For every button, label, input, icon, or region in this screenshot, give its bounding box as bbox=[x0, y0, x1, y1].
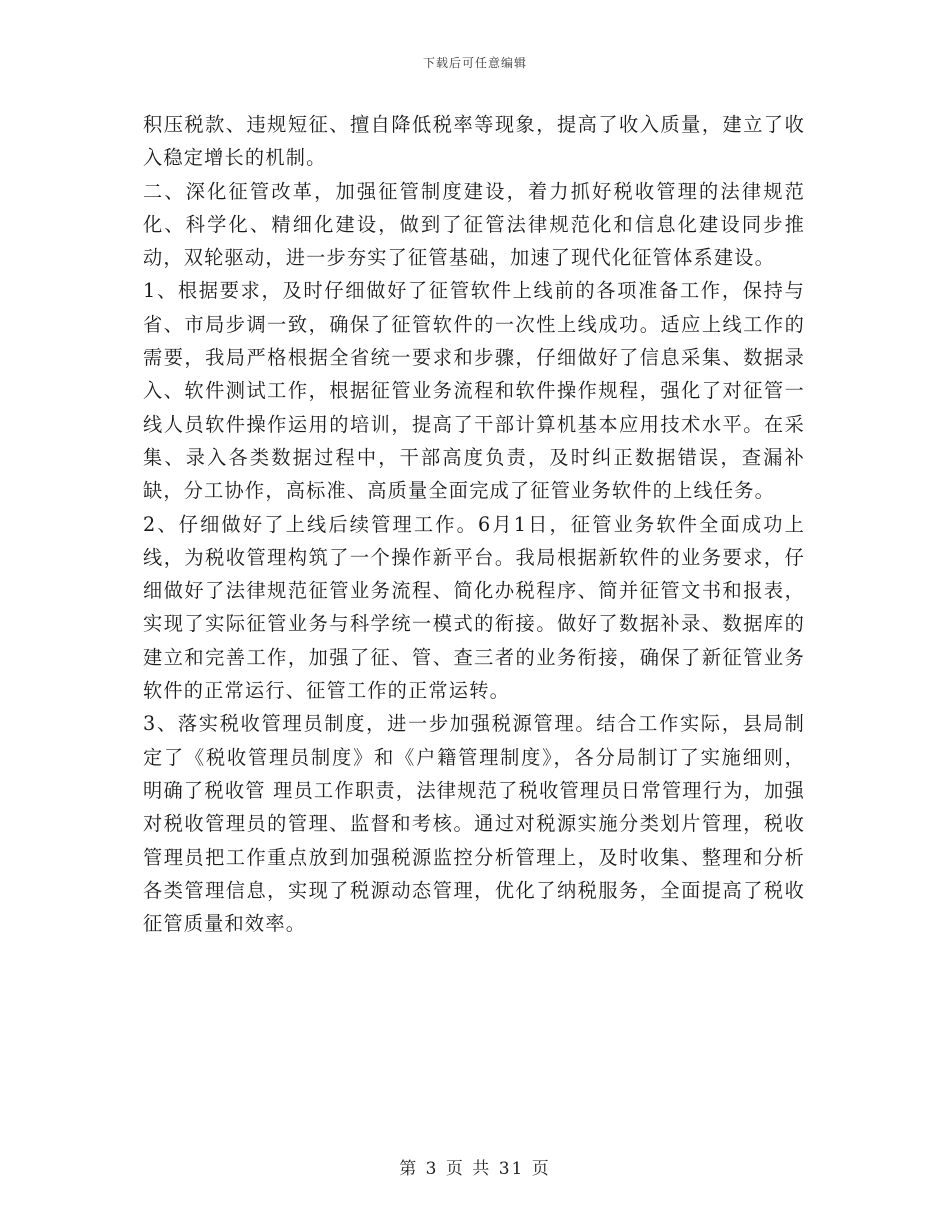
paragraph-5: 3、落实税收管理员制度，进一步加强税源管理。结合工作实际，县局制定了《税收管理员制度》和《户籍管理制度》，各分局制订了实施细则，明确了税收管 理员工作职责，法律规范了税收管理员日常管理行为，加强对税收管理员的管理、监督和考核。通过对税源实施分类划片管理，税收管理员把工作重点放到加强税源监控分析管理上，及时收集、整理和分析各类管理信息，实现了税源动态管理，优化了纳税服务，全面提高了税收征管质量和效率。 bbox=[143, 712, 805, 936]
page-header: 下载后可任意编辑 bbox=[422, 56, 527, 70]
footer-suffix: 页 bbox=[531, 1159, 551, 1179]
paragraph-4: 2、仔细做好了上线后续管理工作。6月1日，征管业务软件全面成功上线，为税收管理构筑了一个操作新平台。我局根据新软件的业务要求，仔细做好了法律规范征管业务流程、简化办税程序、简并征管文书和报表，实现了实际征管业务与科学统一模式的衔接。做好了数据补录、数据库的建立和完善工作，加强了征、管、查三者的业务衔接，确保了新征管业务软件的正常运行、征管工作的正常运转。 bbox=[143, 512, 805, 703]
footer-prefix: 第 bbox=[399, 1159, 419, 1179]
paragraph-3: 1、根据要求，及时仔细做好了征管软件上线前的各项准备工作，保持与省、市局步调一致，确保了征管软件的一次性上线成功。适应上线工作的需要，我局严格根据全省统一要求和步骤，仔细做好了信息采集、数据录入、软件测试工作，根据征管业务流程和软件操作规程，强化了对征管一线人员软件操作运用的培训，提高了干部计算机基本应用技术水平。在采集、录入各类数据过程中，干部高度负责，及时纠正数据错误，查漏补缺，分工协作，高标准、高质量全面完成了征管业务软件的上线任务。 bbox=[143, 279, 805, 503]
total-page-count: 31 bbox=[498, 1159, 525, 1179]
paragraph-2: 二、深化征管改革，加强征管制度建设，着力抓好税收管理的法律规范化、科学化、精细化建设，做到了征管法律规范化和信息化建设同步推动，双轮驱动，进一步夯实了征管基础，加速了现代化征管体系建设。 bbox=[143, 179, 805, 270]
page-footer bbox=[0, 1154, 950, 1179]
document-body bbox=[143, 108, 805, 940]
current-page-number: 3 bbox=[425, 1159, 439, 1179]
footer-middle: 页 共 bbox=[445, 1159, 492, 1179]
paragraph-1: 积压税款、违规短征、擅自降低税率等现象，提高了收入质量，建立了收入稳定增长的机制。 bbox=[143, 113, 805, 170]
